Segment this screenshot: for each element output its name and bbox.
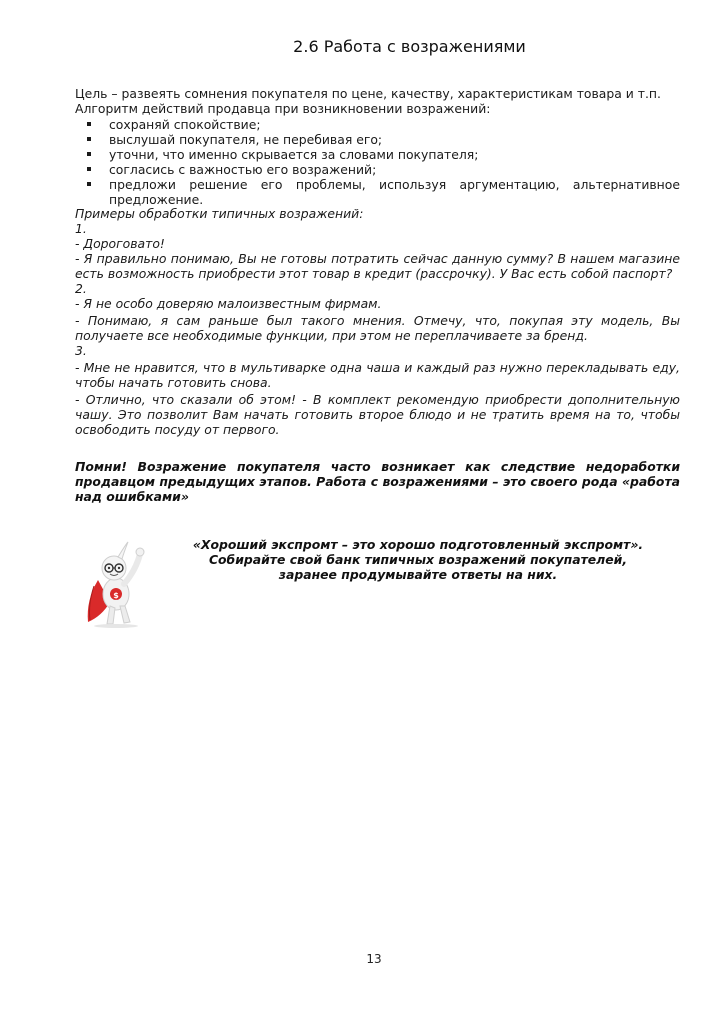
examples-intro: Примеры обработки типичных возражений: (75, 206, 364, 221)
bullet-marker (87, 167, 91, 171)
bullet-marker (87, 122, 91, 126)
goal-line: Цель – развеять сомнения покупателя по цене, качеству, характеристикам товара и т.п. (75, 86, 661, 101)
quote-line: «Хороший экспромт – это хорошо подготовленный экспромт». (192, 537, 644, 552)
list-item: согласись с важностью его возражений; (75, 162, 680, 177)
bullet-marker (87, 137, 91, 141)
quote-block (178, 537, 658, 582)
algorithm-list (75, 117, 680, 207)
example-objection: - Мне не нравится, что в мультиварке одна чаша и каждый раз нужно перекладывать еду, чтобы начать готовить снова. (75, 360, 680, 390)
example-number: 2. (75, 281, 87, 296)
section-title: 2.6 Работа с возражениями (293, 37, 526, 56)
list-item: уточни, что именно скрывается за словами покупателя; (75, 147, 680, 162)
example-objection: - Дороговато! (75, 236, 165, 251)
algorithm-intro: Алгоритм действий продавца при возникновении возражений: (75, 101, 491, 116)
intro-block (75, 86, 680, 207)
list-item: сохраняй спокойствие; (75, 117, 680, 132)
examples-block (75, 206, 680, 437)
superhero-mascot-icon (80, 540, 160, 628)
list-item: выслушай покупателя, не перебивая его; (75, 132, 680, 147)
example-answer: - Отлично, что сказали об этом! - В комплект рекомендую приобрести дополнительную чашу. Это позволит Вам начать готовить второе блюдо и не тратить время на то, чтобы освободить посуду от первого. (75, 392, 680, 437)
example-answer: - Понимаю, я сам раньше был такого мнения. Отмечу, что, покупая эту модель, Вы получаете все необходимые функции, при этом не переплачиваете за бренд. (75, 313, 680, 343)
bullet-marker (87, 182, 91, 186)
remember-note: Помни! Возражение покупателя часто возникает как следствие недоработки продавцом предыдущих этапов. Работа с возражениями – это своего рода «работа над ошибками» (75, 459, 680, 504)
list-item: предложи решение его проблемы, используя аргументацию, альтернативное предложение. (75, 177, 680, 207)
quote-advice: Собирайте свой банк типичных возражений покупателей, заранее продумывайте ответы на них. (208, 552, 628, 582)
svg-text:$: $ (113, 591, 119, 600)
example-number: 3. (75, 343, 87, 358)
example-objection: - Я не особо доверяю малоизвестным фирмам. (75, 296, 382, 311)
example-number: 1. (75, 221, 87, 236)
page-number: 13 (366, 952, 382, 966)
example-answer: - Я правильно понимаю, Вы не готовы потратить сейчас данную сумму? В нашем магазине есть возможность приобрести этот товар в кредит (рассрочку). У Вас есть собой паспорт? (75, 251, 680, 281)
bullet-marker (87, 152, 91, 156)
